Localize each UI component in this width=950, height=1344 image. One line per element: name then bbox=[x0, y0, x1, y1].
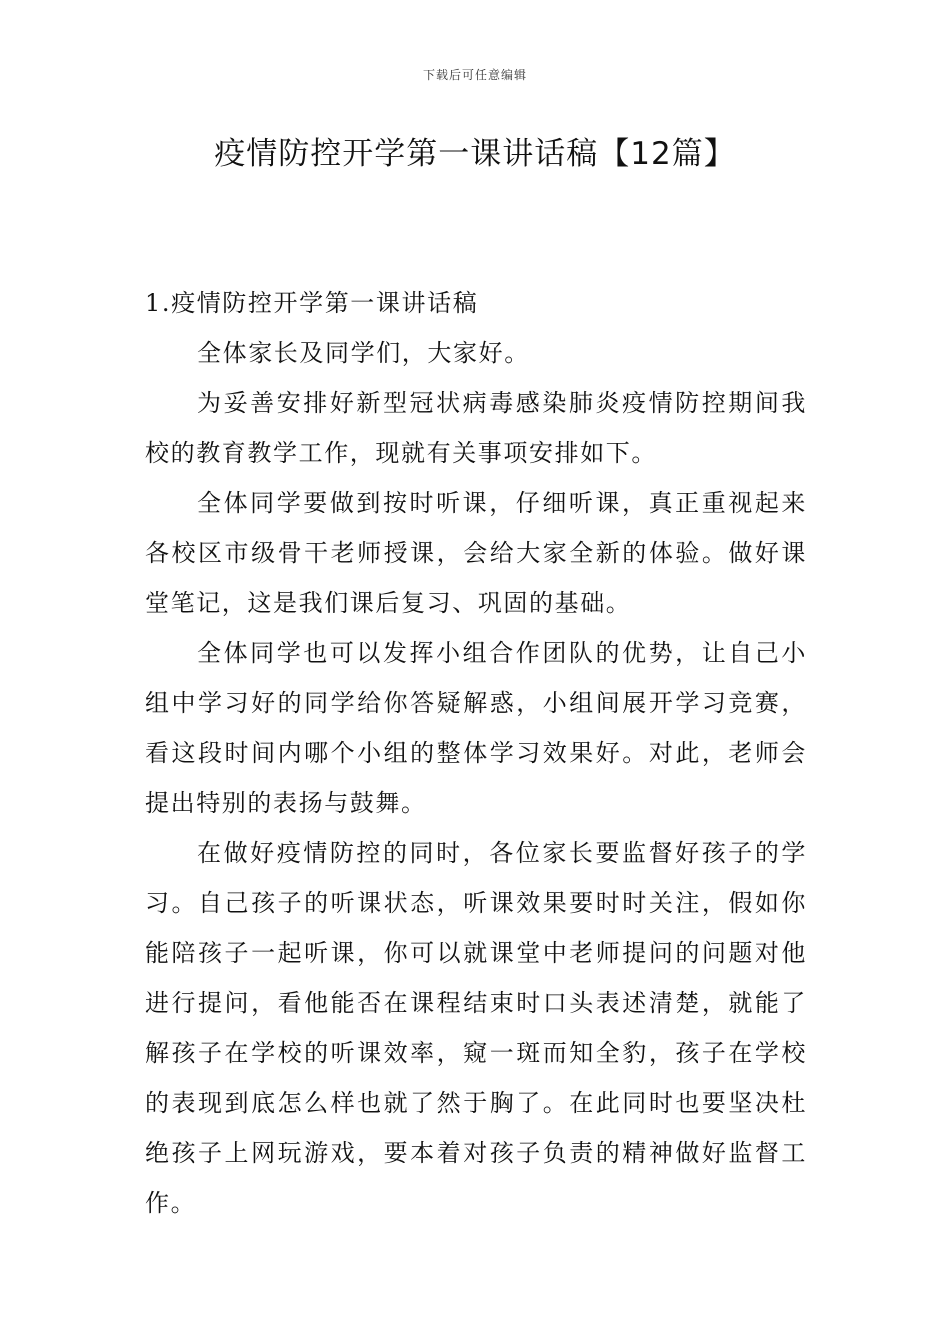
paragraph-listening: 全体同学要做到按时听课，仔细听课，真正重视起来各校区市级骨干老师授课，会给大家全新的体验。做好课堂笔记，这是我们课后复习、巩固的基础。 bbox=[145, 489, 807, 617]
section-heading: 1.疫情防控开学第一课讲话稿 bbox=[145, 289, 479, 317]
document-title: 疫情防控开学第一课讲话稿【12篇】 bbox=[214, 136, 736, 172]
header-note: 下载后可任意编辑 bbox=[422, 68, 527, 82]
paragraph-group-work: 全体同学也可以发挥小组合作团队的优势，让自己小组中学习好的同学给你答疑解惑，小组间展开学习竞赛，看这段时间内哪个小组的整体学习效果好。对此，老师会提出特别的表扬与鼓舞。 bbox=[145, 639, 807, 817]
paragraph-parents: 在做好疫情防控的同时，各位家长要监督好孩子的学习。自己孩子的听课状态，听课效果要时时关注，假如你能陪孩子一起听课，你可以就课堂中老师提问的问题对他进行提问，看他能否在课程结束时口头表述清楚，就能了解孩子在学校的听课效率，窥一斑而知全豹，孩子在学校的表现到底怎么样也就了然于胸了。在此同时也要坚决杜绝孩子上网玩游戏，要本着对孩子负责的精神做好监督工作。 bbox=[145, 839, 807, 1217]
paragraph-greeting: 全体家长及同学们，大家好。 bbox=[197, 339, 530, 367]
document-body bbox=[145, 278, 807, 1228]
paragraph-intro: 为妥善安排好新型冠状病毒感染肺炎疫情防控期间我校的教育教学工作，现就有关事项安排如下。 bbox=[145, 389, 807, 467]
